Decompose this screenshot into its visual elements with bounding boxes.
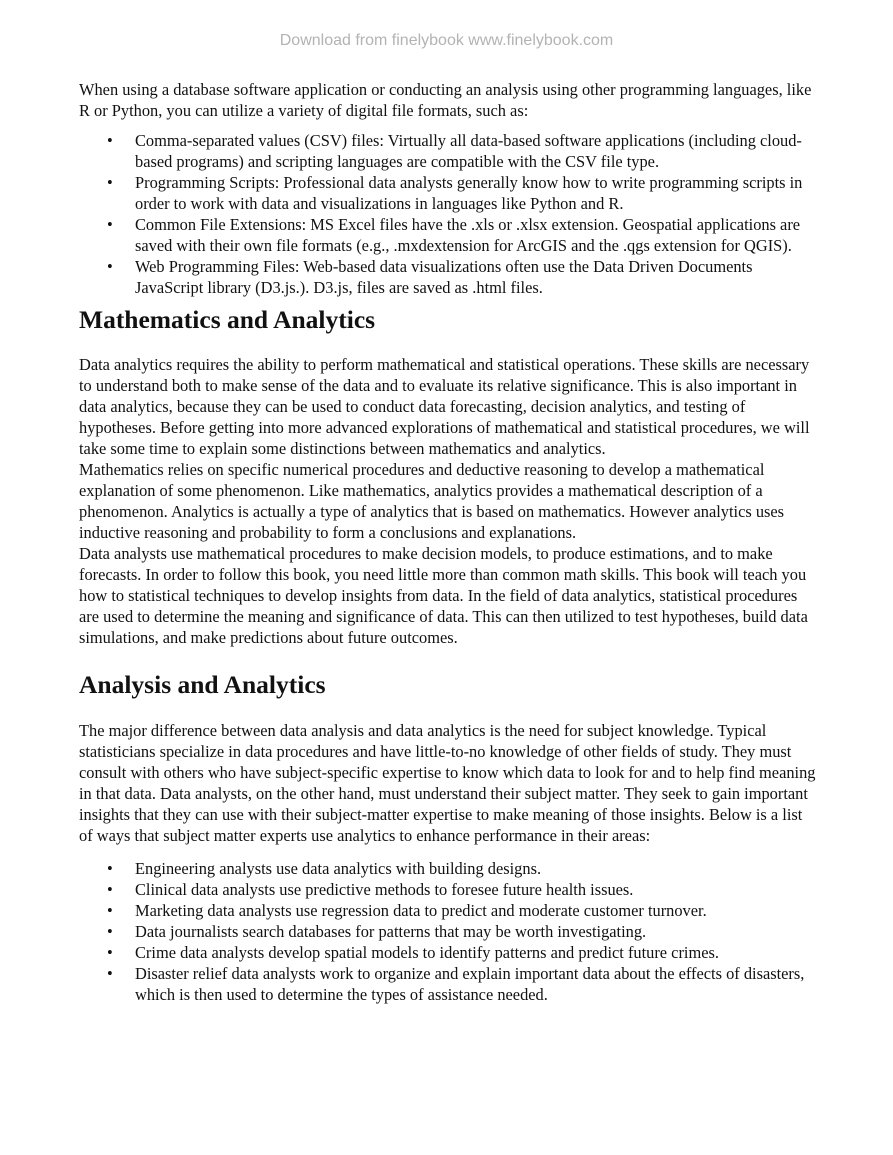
list-item [79, 921, 817, 942]
section-heading-analysis: Analysis and Analytics [79, 670, 326, 699]
list-item [79, 900, 817, 921]
bullet-icon: • [107, 880, 113, 899]
watermark: Download from finelybook www.finelybook.com [279, 32, 614, 49]
page-content [79, 79, 817, 1005]
list-item [79, 130, 817, 172]
bullet-icon: • [107, 901, 113, 920]
list-item [79, 858, 817, 879]
section1-paragraph: Data analytics requires the ability to perform mathematical and statistical operations. These skills are necessary to understand both to make sense of the data and to evaluate its relative significance. This is also important in data analytics, because they can be used to conduct data forecasting, decision analytics, and testing of hypotheses. Before getting into more advanced explorations of mathematical and statistical procedures, we will take some time to explain some distinctions between mathematics and analytics. [79, 355, 810, 458]
section1-paragraph: Data analysts use mathematical procedures to make decision models, to produce estimations, and to make forecasts. In order to follow this book, you need little more than common math skills. This book will teach you how to statistical techniques to develop insights from data. In the field of data analytics, statistical procedures are used to determine the meaning and significance of data. This can then utilized to test hypotheses, build data simulations, and make predictions about future outcomes. [79, 544, 808, 647]
list-item [79, 942, 817, 963]
bullet-icon: • [107, 922, 113, 941]
list-item [79, 256, 817, 298]
list-item-text: Marketing data analysts use regression data to predict and moderate customer turnover. [135, 901, 707, 920]
list-item [79, 214, 817, 256]
list-item [79, 879, 817, 900]
bullet-icon: • [107, 131, 113, 150]
section1-paragraph: Mathematics relies on specific numerical procedures and deductive reasoning to develop a mathematical explanation of some phenomenon. Like mathematics, analytics provides a mathematical description of a phenomenon. Analytics is actually a type of analytics that is based on mathematics. However analytics uses inductive reasoning and probability to form a conclusions and explanations. [79, 460, 785, 542]
list-item-text: Disaster relief data analysts work to organize and explain important data about the effects of disasters, which is then used to determine the types of assistance needed. [135, 964, 805, 1004]
list-item-text: Engineering analysts use data analytics with building designs. [135, 859, 542, 878]
analyst-examples-list [79, 858, 817, 1005]
list-item-text: Programming Scripts: Professional data analysts generally know how to write programming scripts in order to work with data and visualizations in languages like Python and R. [135, 173, 803, 213]
list-item-text: Common File Extensions: MS Excel files have the .xls or .xlsx extension. Geospatial applications are saved with their own file formats (e.g., .mxdextension for ArcGIS and the .qgs extension for QGIS). [135, 215, 801, 255]
bullet-icon: • [107, 964, 113, 983]
list-item-text: Clinical data analysts use predictive methods to foresee future health issues. [135, 880, 634, 899]
list-item-text: Web Programming Files: Web-based data visualizations often use the Data Driven Documents JavaScript library (D3.js.). D3.js, files are saved as .html files. [135, 257, 753, 297]
bullet-icon: • [107, 173, 113, 192]
list-item-text: Comma-separated values (CSV) files: Virtually all data-based software applications (including cloud-based programs) and scripting languages are compatible with the CSV file type. [135, 131, 802, 171]
bullet-icon: • [107, 859, 113, 878]
section2-paragraph: The major difference between data analysis and data analytics is the need for subject knowledge. Typical statisticians specialize in data procedures and have little-to-no knowledge of other fields of study. They must consult with others who have subject-specific expertise to know which data to look for and to help find meaning in that data. Data analysts, on the other hand, must understand their subject matter. They seek to gain important insights that they can use with their subject-matter expertise to make meaning of those insights. Below is a list of ways that subject matter experts use analytics to enhance performance in their areas: [79, 721, 816, 845]
section-heading-mathematics: Mathematics and Analytics [79, 305, 376, 334]
intro-paragraph: When using a database software application or conducting an analysis using other programming languages, like R or Python, you can utilize a variety of digital file formats, such as: [79, 80, 812, 120]
list-item-text: Data journalists search databases for patterns that may be worth investigating. [135, 922, 647, 941]
bullet-icon: • [107, 215, 113, 234]
bullet-icon: • [107, 257, 113, 276]
bullet-icon: • [107, 943, 113, 962]
list-item [79, 963, 817, 1005]
file-formats-list [79, 130, 817, 298]
list-item-text: Crime data analysts develop spatial models to identify patterns and predict future crimes. [135, 943, 719, 962]
list-item [79, 172, 817, 214]
